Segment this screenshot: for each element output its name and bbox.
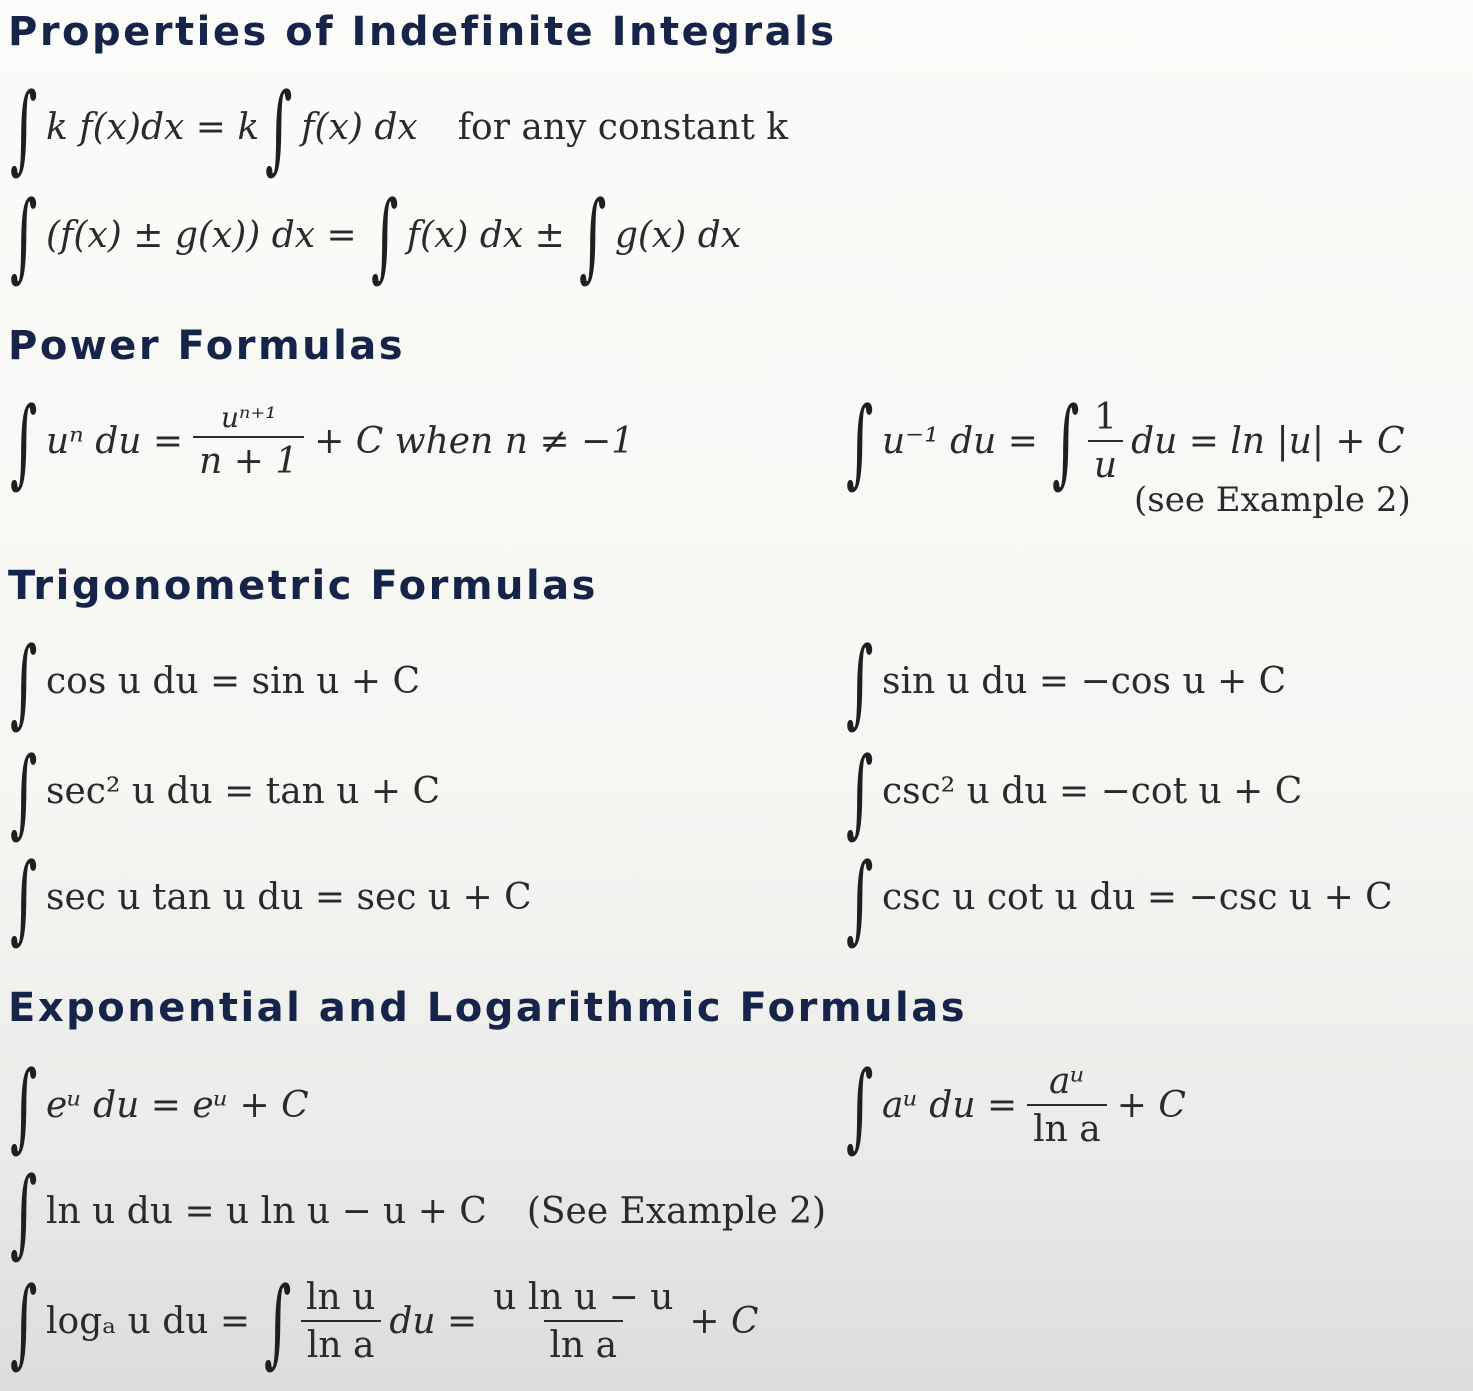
formula-general-exp bbox=[846, 1049, 1186, 1162]
formula-reciprocal-rule-right: du = ln |u| + C bbox=[1131, 421, 1405, 462]
integral-sign: ∫ bbox=[264, 1265, 292, 1378]
heading-exponential-logarithmic: Exponential and Logarithmic Formulas bbox=[8, 985, 968, 1031]
integral-sign: ∫ bbox=[1051, 385, 1080, 498]
denominator: u bbox=[1088, 440, 1123, 484]
formula-sum-rule-mid: f(x) dx ± bbox=[406, 215, 565, 256]
denominator: ln a bbox=[1027, 1104, 1107, 1148]
numerator: uⁿ⁺¹ bbox=[220, 401, 277, 434]
integral-sign: ∫ bbox=[846, 625, 874, 738]
formula-constant-multiple-right: f(x) dx bbox=[301, 107, 418, 148]
integral-sign: ∫ bbox=[10, 385, 38, 498]
fraction bbox=[1088, 397, 1123, 486]
formula-cos-text: cos u du = sin u + C bbox=[46, 661, 421, 702]
formula-sum-rule bbox=[10, 179, 742, 292]
numerator: ln u bbox=[306, 1277, 376, 1318]
formula-power-rule-left: uⁿ du = bbox=[46, 421, 184, 462]
formula-power-rule-right: + C when n ≠ −1 bbox=[314, 421, 635, 462]
formula-sin bbox=[846, 625, 1287, 738]
formula-reciprocal-rule-left: u⁻¹ du = bbox=[882, 421, 1038, 462]
integral-sign: ∫ bbox=[10, 1049, 38, 1162]
formula-csc-squared-text: csc² u du = −cot u + C bbox=[882, 771, 1303, 812]
formula-ln-text: ln u du = u ln u − u + C bbox=[46, 1191, 487, 1232]
formula-log bbox=[10, 1265, 759, 1378]
numerator: u ln u − u bbox=[493, 1277, 674, 1318]
formula-general-exp-left: aᵘ du = bbox=[882, 1085, 1018, 1126]
fraction bbox=[487, 1277, 679, 1366]
heading-power: Power Formulas bbox=[8, 323, 406, 369]
formula-csc-cot-text: csc u cot u du = −csc u + C bbox=[882, 877, 1393, 918]
integral-sign: ∫ bbox=[10, 841, 38, 954]
integral-sign: ∫ bbox=[846, 735, 874, 848]
integral-sign: ∫ bbox=[846, 385, 874, 498]
note-see-example: (see Example 2) bbox=[1134, 480, 1411, 520]
integral-sign: ∫ bbox=[10, 1265, 38, 1378]
formula-constant-multiple-left: k f(x)dx = k bbox=[46, 107, 260, 148]
formula-log-left: logₐ u du = bbox=[46, 1301, 251, 1342]
formula-power-rule bbox=[10, 385, 635, 498]
formula-exp bbox=[10, 1049, 309, 1162]
formula-sum-rule-right: g(x) dx bbox=[614, 215, 742, 256]
integral-sign: ∫ bbox=[10, 71, 38, 184]
formula-general-exp-right: + C bbox=[1116, 1085, 1186, 1126]
formula-csc-cot bbox=[846, 841, 1393, 954]
formula-sec-squared bbox=[10, 735, 441, 848]
fraction bbox=[1027, 1061, 1107, 1150]
formula-reciprocal-rule bbox=[846, 385, 1405, 498]
integral-sign: ∫ bbox=[10, 179, 38, 292]
integral-sign: ∫ bbox=[265, 71, 293, 184]
integral-sign: ∫ bbox=[846, 841, 874, 954]
numerator: aᵘ bbox=[1049, 1061, 1085, 1102]
denominator: ln a bbox=[301, 1320, 381, 1364]
formula-log-mid: du = bbox=[389, 1301, 478, 1342]
fraction bbox=[193, 401, 304, 482]
formula-sum-rule-left: (f(x) ± g(x)) dx = bbox=[46, 215, 357, 256]
heading-trigonometric: Trigonometric Formulas bbox=[8, 563, 598, 609]
integral-sign: ∫ bbox=[846, 1049, 874, 1162]
formula-sec-squared-text: sec² u du = tan u + C bbox=[46, 771, 441, 812]
formula-constant-multiple bbox=[10, 71, 789, 184]
denominator: n + 1 bbox=[193, 436, 304, 480]
formula-cos bbox=[10, 625, 421, 738]
formula-exp-text: eᵘ du = eᵘ + C bbox=[46, 1085, 309, 1126]
integral-sign: ∫ bbox=[370, 179, 399, 292]
integral-sign: ∫ bbox=[578, 179, 607, 292]
denominator: ln a bbox=[544, 1320, 624, 1364]
formula-ln bbox=[10, 1155, 827, 1268]
fraction bbox=[300, 1277, 381, 1366]
numerator: 1 bbox=[1094, 397, 1117, 438]
formula-sec-tan bbox=[10, 841, 532, 954]
formula-sin-text: sin u du = −cos u + C bbox=[882, 661, 1287, 702]
formula-csc-squared bbox=[846, 735, 1303, 848]
formula-sec-tan-text: sec u tan u du = sec u + C bbox=[46, 877, 532, 918]
formula-ln-note: (See Example 2) bbox=[526, 1191, 827, 1232]
heading-properties: Properties of Indefinite Integrals bbox=[8, 9, 837, 55]
formula-log-right: + C bbox=[689, 1301, 759, 1342]
integral-sign: ∫ bbox=[10, 735, 38, 848]
formula-constant-multiple-note: for any constant k bbox=[457, 107, 789, 148]
integral-sign: ∫ bbox=[10, 625, 38, 738]
integral-sign: ∫ bbox=[10, 1155, 38, 1268]
